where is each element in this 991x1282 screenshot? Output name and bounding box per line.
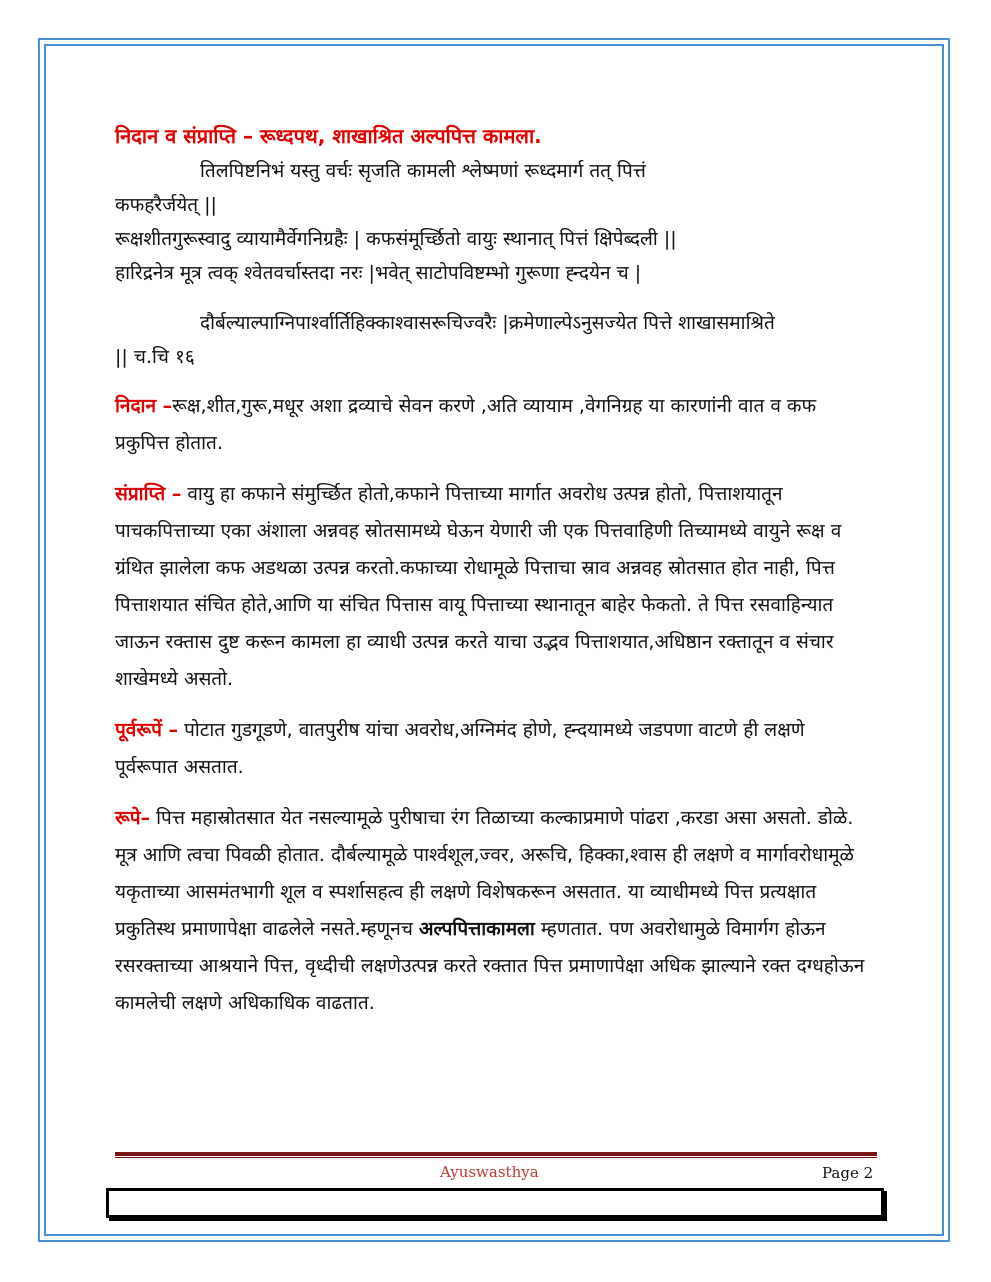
purvarupe-text: पोटात गुडगूडणे, वातपुरीष यांचा अवरोध,अग्निमंद होणे, ह्न्दयामध्ये जडपणा वाटणे ही लक्षणे पूर्वरूपात असतात. (115, 719, 805, 778)
rupe-text-part1: पित्त महास्रोतसात येत नसल्यामूळे पुरीषाचा रंग तिळाच्या कल्काप्रमाणे पांढरा ,करडा असा असतो. डोळे. मूत्र आणि त्वचा पिवळी होतात. दौर्बल्यामूळे पार्श्वशूल,ज्वर, अरूचि, हिक्का,श्वास ही लक्षणे व मार्गावरोधामूळे यकृताच्या आसमंतभागी शूल व स्पर्शासहत्व ही लक्षणे विशेषकरून असतात. या व्याधीमध्ये पित्त प्रत्यक्षात प्रकुतिस्थ प्रमाणापेक्षा वाढलेले नसते.म्हणूनच (115, 807, 854, 940)
shloka-line: दौर्बल्याल्पाग्निपार्श्वार्तिहिक्काश्वासरूचिज्वरैः |क्रमेणाल्पेऽनुसज्येत पित्ते शाखासमाश्रिते (200, 312, 775, 334)
page-number: Page 2 (822, 1164, 874, 1182)
shloka-reference: || च.चि १६ (115, 346, 195, 368)
rupe-bold-term: अल्पपित्ताकामला (418, 918, 535, 940)
samprapti-heading: संप्राप्ति – (115, 483, 182, 505)
section-title: निदान व संप्राप्ति – रूध्दपथ, शाखाश्रित अल्पपित्त कामला. (115, 124, 542, 148)
shloka-line: तिलपिष्टनिभं यस्तु वर्चः सृजति कामली श्लेष्मणां रूध्दमार्ग तत् पित्तं (200, 160, 646, 182)
rupe-text-part2: म्हणतात. पण अवरोधामुळे विमार्गग होऊन रसरक्ताच्या आश्रयाने पित्त, वृध्दीची लक्षणेउत्पन्न करते रक्तात पित्त प्रमाणापेक्षा अधिक झाल्याने रक्त दग्धहोऊन कामलेची लक्षणे अधिकाधिक वाढतात. (115, 918, 865, 1014)
shloka-line: कफहरैर्जयेत् || (115, 194, 217, 216)
document-body (115, 118, 870, 1022)
nidan-heading: निदान – (115, 395, 173, 417)
footer-rule-thin (115, 1157, 877, 1158)
nidan-text: रूक्ष,शीत,गुरू,मधूर अशा द्रव्याचे सेवन करणे ,अति व्यायाम ,वेगनिग्रह या कारणांनी वात व कफ प्रकुपित्त होतात. (115, 395, 817, 454)
rupe-paragraph (115, 800, 870, 1022)
shloka-line: रूक्षशीतगुरूस्वादु व्यायामैर्वेगनिग्रहैः | कफसंमूर्च्छितो वायुः स्थानात् पित्तं क्षिपेब्दली || (115, 228, 677, 250)
footer-box (106, 1188, 884, 1218)
samprapti-text: वायु हा कफाने संमुर्च्छित होतो,कफाने पित्ताच्या मार्गात अवरोध उत्पन्न होतो, पित्ताशयातून पाचकपित्ताच्या एका अंशाला अन्नवह स्रोतसामध्ये घेऊन येणारी जी एक पित्तवाहिणी तिच्यामध्ये वायुने रूक्ष व ग्रंथित झालेला कफ अडथळा उत्पन्न करतो.कफाच्या रोधामूळे पित्ताचा स्राव अन्नवह स्रोतसात होत नाही, पित्त पित्ताशयात संचित होते,आणि या संचित पित्तास वायू पित्ताच्या स्थानातून बाहेर फेकतो. ते पित्त रसवाहिन्यात जाऊन रक्तास दुष्ट करून कामला हा व्याधी उत्पन्न करते याचा उद्भव पित्ताशयात,अधिष्ठान रक्तातून व संचार शाखेमध्ये असतो. (115, 483, 842, 690)
shloka-block (115, 154, 870, 374)
footer-brand: Ayuswasthya (440, 1163, 539, 1181)
rupe-heading: रूपे– (115, 807, 151, 829)
shloka-line: हारिद्रनेत्र मूत्र त्वक् श्वेतवर्चास्तदा नरः |भवेत् साटोपविष्टम्भो गुरूणा ह्न्दयेन च | (115, 262, 642, 284)
nidan-paragraph (115, 388, 870, 462)
footer-rule (115, 1152, 877, 1156)
purvarupe-heading: पूर्वरूपें – (115, 719, 179, 741)
purvarupe-paragraph (115, 712, 870, 786)
samprapti-paragraph (115, 476, 870, 698)
